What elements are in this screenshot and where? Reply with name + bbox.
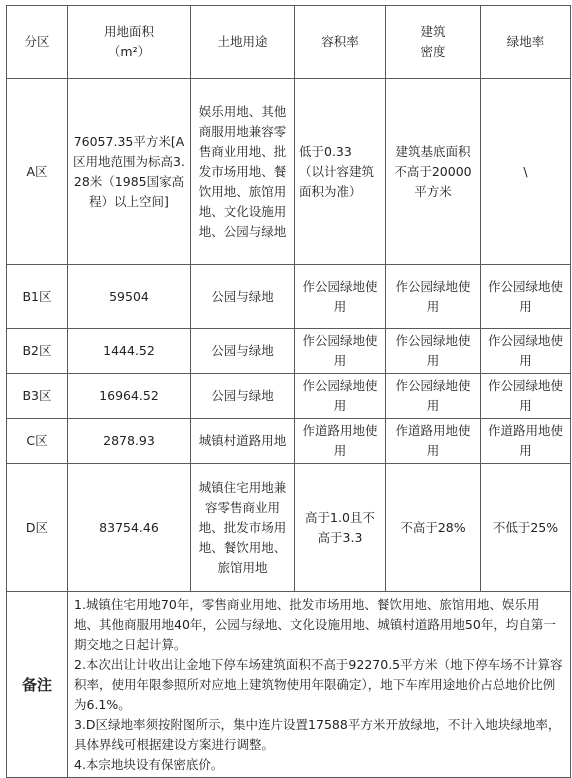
density-cell: 作公园绿地使用 [386, 374, 481, 419]
table-row [7, 419, 571, 464]
notes-row [7, 592, 571, 778]
green-cell: 作公园绿地使用 [481, 265, 571, 329]
density-cell: 作公园绿地使用 [386, 329, 481, 374]
area-cell: 16964.52 [68, 374, 191, 419]
header-area: 用地面积 （m²） [68, 6, 191, 79]
header-density: 建筑 密度 [386, 6, 481, 79]
far-cell: 作道路用地使用 [295, 419, 386, 464]
header-zone: 分区 [7, 6, 68, 79]
header-use: 土地用途 [191, 6, 295, 79]
table-row [7, 329, 571, 374]
area-cell: 76057.35平方米[A区用地范围为标高3.28米（1985国家高程）以上空间] [68, 79, 191, 265]
green-cell: 不低于25% [481, 464, 571, 592]
use-cell: 公园与绿地 [191, 329, 295, 374]
notes-content [68, 592, 571, 778]
green-cell: 作公园绿地使用 [481, 329, 571, 374]
area-cell: 1444.52 [68, 329, 191, 374]
green-cell: \ [481, 79, 571, 265]
note-item: 2.本次出让计收出让金地下停车场建筑面积不高于92270.5平方米（地下停车场不计算容积率，使用年限参照所对应地上建筑物使用年限确定），地下车库用途地价占总地价比例为6.1%。 [74, 657, 563, 712]
green-cell: 作道路用地使用 [481, 419, 571, 464]
header-green: 绿地率 [481, 6, 571, 79]
note-item: 4.本宗地块设有保密底价。 [74, 757, 224, 772]
density-cell: 不高于28% [386, 464, 481, 592]
use-cell: 城镇村道路用地 [191, 419, 295, 464]
header-row [7, 6, 571, 79]
zone-cell: A区 [7, 79, 68, 265]
note-item: 3.D区绿地率须按附图所示，集中连片设置17588平方米开放绿地，不计入地块绿地率，具体界线可根据建设方案进行调整。 [74, 717, 561, 752]
use-cell: 公园与绿地 [191, 374, 295, 419]
use-cell: 娱乐用地、其他商服用地兼容零售商业用地、批发市场用地、餐饮用地、旅馆用地、文化设施用地、公园与绿地 [191, 79, 295, 265]
land-use-table [6, 5, 571, 778]
note-item: 1.城镇住宅用地70年，零售商业用地、批发市场用地、餐饮用地、旅馆用地、娱乐用地、其他商服用地40年，公园与绿地、文化设施用地、城镇村道路用地50年，均自第一期交地之日起计算。 [74, 597, 556, 652]
far-cell: 作公园绿地使用 [295, 329, 386, 374]
zone-cell: D区 [7, 464, 68, 592]
zone-cell: B2区 [7, 329, 68, 374]
density-cell: 作公园绿地使用 [386, 265, 481, 329]
area-cell: 59504 [68, 265, 191, 329]
area-cell: 2878.93 [68, 419, 191, 464]
table-row [7, 374, 571, 419]
far-cell: 高于1.0且不高于3.3 [295, 464, 386, 592]
notes-label: 备注 [7, 592, 68, 778]
table-row [7, 79, 571, 265]
area-cell: 83754.46 [68, 464, 191, 592]
table-row [7, 265, 571, 329]
use-cell: 公园与绿地 [191, 265, 295, 329]
far-cell: 作公园绿地使用 [295, 374, 386, 419]
table-row [7, 464, 571, 592]
header-far: 容积率 [295, 6, 386, 79]
zone-cell: C区 [7, 419, 68, 464]
density-cell: 建筑基底面积不高于20000平方米 [386, 79, 481, 265]
zone-cell: B1区 [7, 265, 68, 329]
far-cell: 作公园绿地使用 [295, 265, 386, 329]
green-cell: 作公园绿地使用 [481, 374, 571, 419]
zone-cell: B3区 [7, 374, 68, 419]
use-cell: 城镇住宅用地兼容零售商业用地、批发市场用地、餐饮用地、旅馆用地 [191, 464, 295, 592]
density-cell: 作道路用地使用 [386, 419, 481, 464]
far-cell: 低于0.33 （以计容建筑面积为准） [295, 79, 386, 265]
